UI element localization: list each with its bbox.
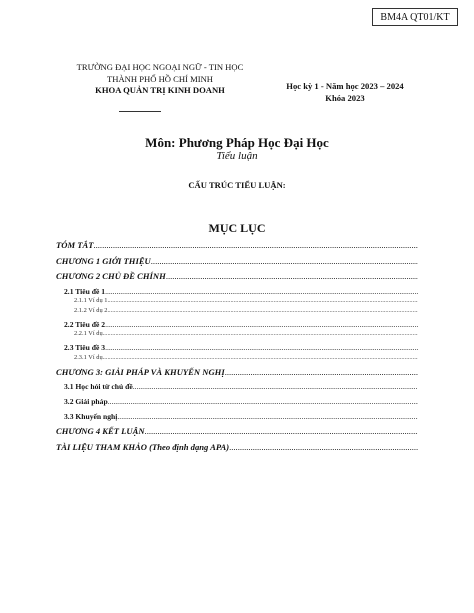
toc-entry[interactable] — [74, 297, 418, 304]
document-type: Tiểu luận — [216, 150, 258, 162]
form-code: BM4A QT01/KT — [372, 8, 458, 26]
toc-entry[interactable] — [74, 354, 418, 361]
toc-entry[interactable] — [56, 367, 418, 377]
toc-entry-label: 3.2 Giải pháp — [64, 397, 108, 406]
toc-dot-leader — [225, 367, 418, 377]
toc-title: MỤC LỤC — [208, 221, 266, 235]
toc-entry-label: 2.2.1 Ví dụ — [74, 330, 103, 337]
toc-entry-label: 2.2 Tiêu đề 2 — [64, 320, 106, 329]
toc-entry-label: TÀI LIỆU THAM KHẢO (Theo định dạng APA) — [56, 442, 230, 452]
toc-dot-leader — [133, 382, 418, 391]
toc-entry[interactable] — [56, 256, 418, 266]
toc-entry[interactable] — [74, 330, 418, 337]
toc-entry-label: TÓM TẮT — [56, 240, 94, 250]
toc-entry-label: CHƯƠNG 2 CHỦ ĐỀ CHÍNH — [56, 271, 166, 281]
toc-entry-label: 3.1 Học hỏi từ chủ đề — [64, 382, 133, 391]
toc-entry[interactable] — [64, 412, 418, 421]
cohort-label: Khóa 2023 — [325, 92, 365, 103]
toc-entry-label: 2.1.1 Ví dụ 1 — [74, 297, 108, 304]
school-name-line2: THÀNH PHỐ HỒ CHÍ MINH — [107, 73, 213, 84]
toc-dot-leader — [105, 320, 418, 329]
toc-entry[interactable] — [74, 307, 418, 314]
term-info — [270, 81, 420, 104]
school-name-line1: TRƯỜNG ĐẠI HỌC NGOẠI NGỮ - TIN HỌC — [76, 62, 244, 72]
toc-entry[interactable] — [64, 287, 418, 296]
department-name: KHOA QUẢN TRỊ KINH DOANH — [95, 85, 225, 96]
toc-entry[interactable] — [56, 426, 418, 436]
toc-entry-label: 2.1.2 Ví dụ 2 — [74, 307, 108, 314]
toc-dot-leader — [105, 287, 418, 296]
toc-entry[interactable] — [64, 343, 418, 352]
toc-entry-label: CHƯƠNG 4 KẾT LUẬN — [56, 426, 145, 436]
toc-entry-label: 2.1 Tiêu đề 1 — [64, 287, 106, 296]
toc-entry-label: 2.3.1 Ví dụ — [74, 354, 103, 361]
school-header — [62, 62, 258, 97]
toc-dot-leader — [108, 397, 418, 406]
toc-entry[interactable] — [64, 320, 418, 329]
toc-dot-leader — [93, 240, 418, 250]
toc-dot-leader — [105, 343, 418, 352]
toc-dot-leader — [103, 330, 418, 337]
toc-dot-leader — [107, 307, 418, 314]
toc-dot-leader — [103, 354, 418, 361]
toc-dot-leader — [229, 442, 418, 452]
toc-entry-label: 2.3 Tiêu đề 3 — [64, 343, 106, 352]
toc-entry[interactable] — [64, 382, 418, 391]
header-divider — [119, 111, 161, 112]
toc-dot-leader — [107, 297, 418, 304]
toc-entry[interactable] — [64, 397, 418, 406]
toc-dot-leader — [145, 426, 418, 436]
toc-entry-label: CHƯƠNG 3: GIẢI PHÁP VÀ KHUYẾN NGHỊ — [56, 367, 225, 377]
term-label: Học kỳ 1 - Năm học 2023 – 2024 — [286, 81, 404, 91]
toc-entry[interactable] — [56, 442, 418, 452]
toc-entry[interactable] — [56, 271, 418, 281]
structure-heading: CẤU TRÚC TIỂU LUẬN: — [188, 180, 286, 190]
toc-entry[interactable] — [56, 240, 418, 250]
toc-entry-label: 3.3 Khuyến nghị — [64, 412, 118, 421]
toc-dot-leader — [151, 256, 418, 266]
toc-entry-label: CHƯƠNG 1 GIỚI THIỆU — [56, 256, 151, 266]
toc-dot-leader — [117, 412, 418, 421]
subject-title: Môn: Phương Pháp Học Đại Học — [145, 135, 329, 150]
toc-dot-leader — [166, 271, 418, 281]
